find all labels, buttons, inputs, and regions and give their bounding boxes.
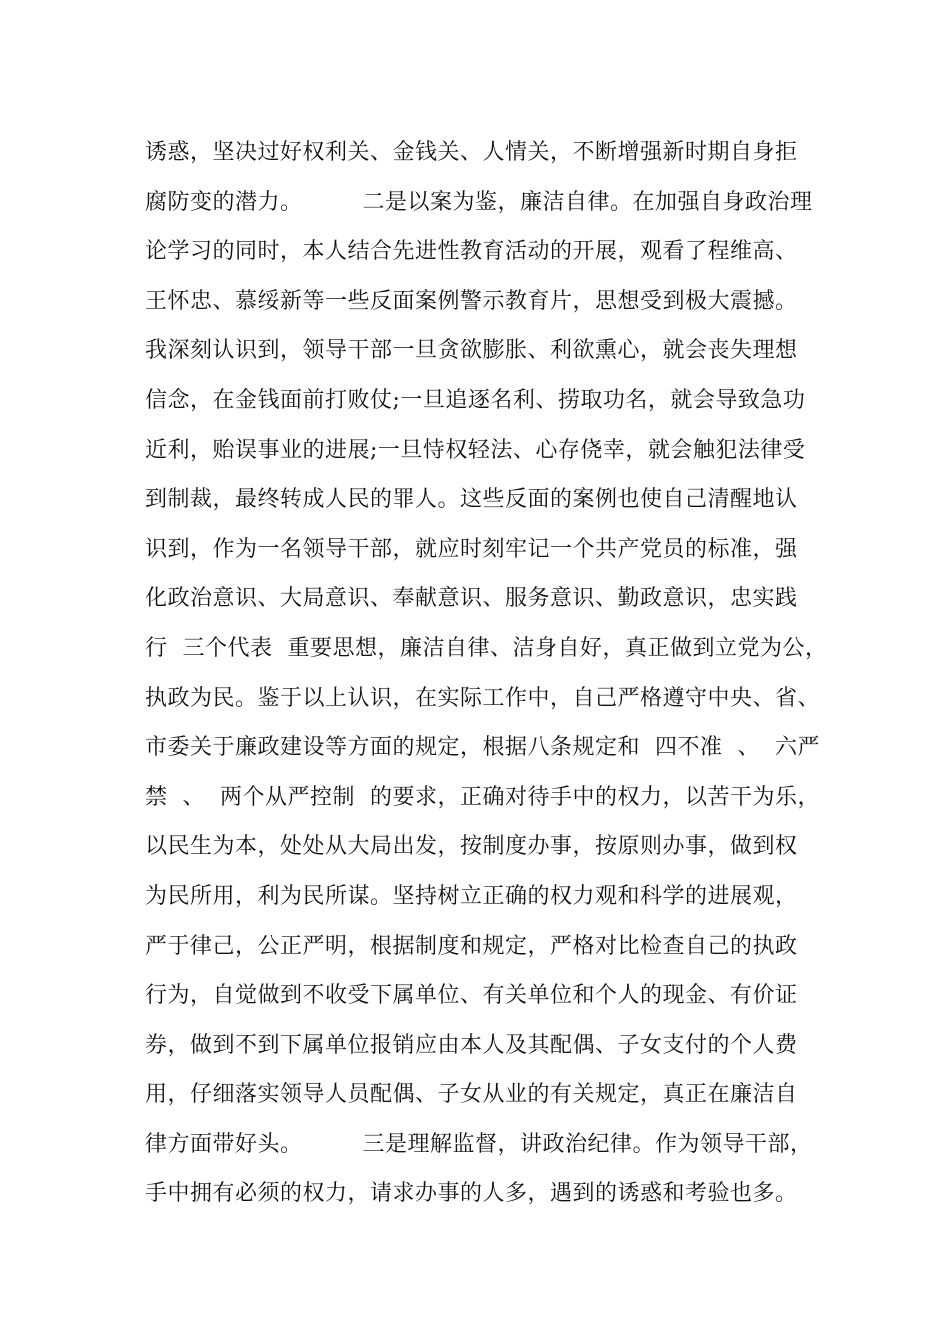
- text-line: 为民所用，利为民所谋。坚持树立正确的权力观和科学的进展观，: [145, 883, 798, 909]
- text-line: 化政治意识、大局意识、奉献意识、服务意识、勤政意识，忠实践: [145, 586, 798, 612]
- text-line: 禁 、 两个从严控制 的要求，正确对待手中的权力，以苦干为乐，: [145, 784, 820, 810]
- text-line: 严于律己，公正严明，根据制度和规定，严格对比检查自己的执政: [145, 933, 798, 959]
- text-line: 以民生为本，处处从大局出发，按制度办事，按原则办事，做到权: [145, 834, 798, 860]
- text-line: 行 三个代表 重要思想，廉洁自律、洁身自好，真正做到立党为公，: [145, 635, 828, 661]
- text-line: 论学习的同时，本人结合先进性教育活动的开展，观看了程维高、: [145, 239, 798, 265]
- text-line: 手中拥有必须的权力，请求办事的人多，遇到的诱惑和考验也多。: [145, 1181, 798, 1207]
- text-line: 券，做到不到下属单位报销应由本人及其配偶、子女支付的个人费: [145, 1032, 798, 1058]
- text-line: 行为，自觉做到不收受下属单位、有关单位和个人的现金、有价证: [145, 983, 798, 1009]
- text-line: 腐防变的潜力。 二是以案为鉴，廉洁自律。在加强自身政治理: [145, 189, 813, 215]
- text-line: 执政为民。鉴于以上认识，在实际工作中，自己严格遵守中央、省、: [145, 685, 821, 711]
- text-line: 信念，在金钱面前打败仗;一旦追逐名利、捞取功名，就会导致急功: [145, 387, 806, 413]
- text-line: 识到，作为一名领导干部，就应时刻牢记一个共产党员的标准，强: [145, 536, 798, 562]
- text-line: 到制裁，最终转成人民的罪人。这些反面的案例也使自己清醒地认: [145, 487, 798, 513]
- text-line: 我深刻认识到，领导干部一旦贪欲膨胀、利欲熏心，就会丧失理想: [145, 338, 798, 364]
- text-line: 市委关于廉政建设等方面的规定，根据八条规定和 四不准 、 六严: [145, 735, 820, 761]
- text-line: 诱惑，坚决过好权利关、金钱关、人情关，不断增强新时期自身拒: [145, 140, 798, 165]
- text-line: 律方面带好头。 三是理解监督，讲政治纪律。作为领导干部，: [145, 1131, 813, 1157]
- text-line: 用，仔细落实领导人员配偶、子女从业的有关规定，真正在廉洁自: [145, 1082, 798, 1108]
- text-line: 王怀忠、慕绥新等一些反面案例警示教育片，思想受到极大震撼。: [145, 288, 798, 314]
- text-line: 近利，贻误事业的进展;一旦恃权轻法、心存侥幸，就会触犯法律受: [145, 437, 806, 463]
- body-text: [145, 128, 835, 1219]
